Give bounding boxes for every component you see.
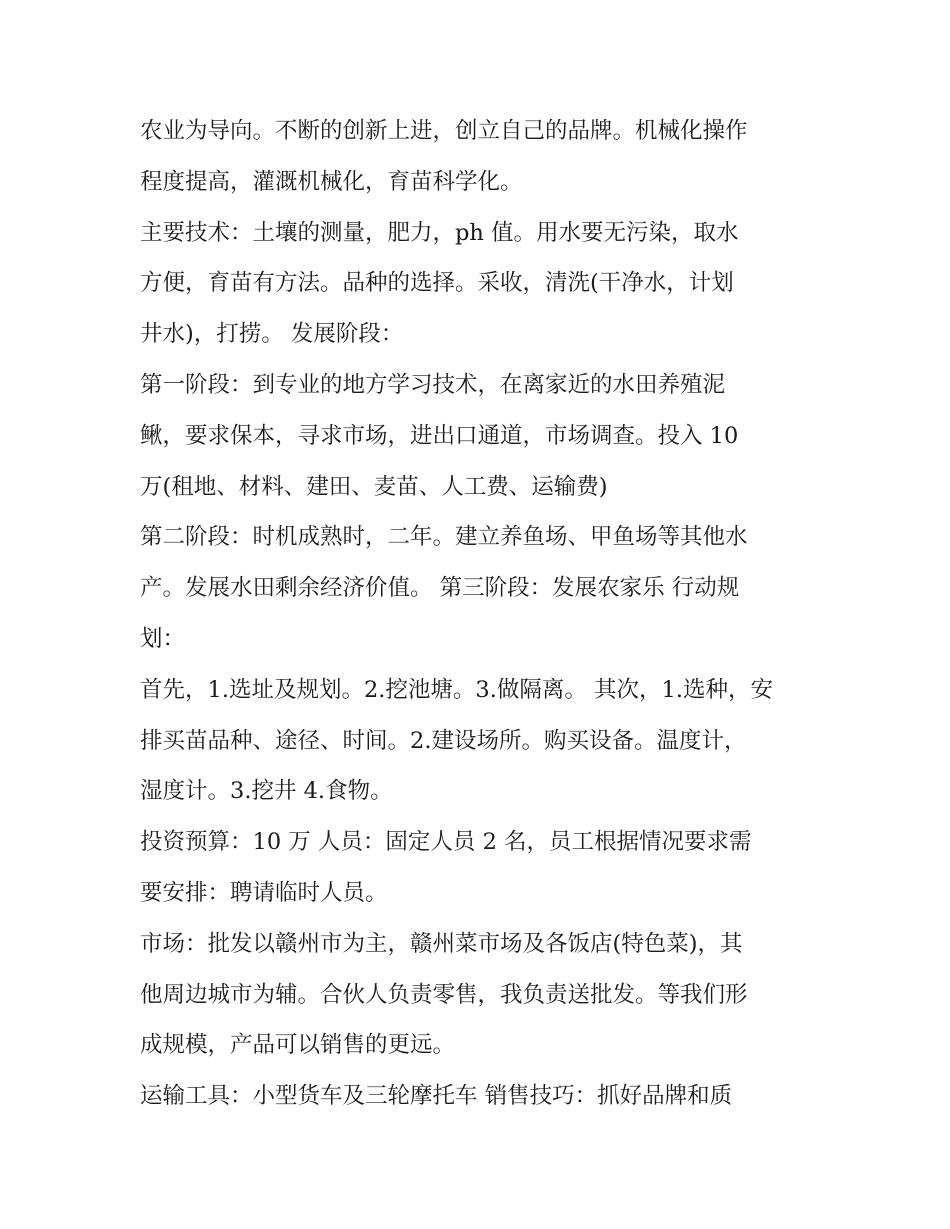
text-line: 井水)，打捞。 发展阶段： <box>140 321 404 348</box>
text-line: 要安排：聘请临时人员。 <box>140 879 388 906</box>
text-line: 排买苗品种、途径、时间。2.建设场所。购买设备。温度计， <box>140 727 747 754</box>
text-line: 运输工具：小型货车及三轮摩托车 销售技巧：抓好品牌和质 <box>140 1083 733 1110</box>
text-line: 鳅，要求保本，寻求市场，进出口通道，市场调查。投入 10 <box>140 422 739 449</box>
paragraph-budget-staff <box>140 817 818 919</box>
text-line: 湿度计。3.挖井 4.食物。 <box>140 778 393 805</box>
paragraph-action-plan <box>140 665 818 817</box>
text-line: 第一阶段：到专业的地方学习技术，在离家近的水田养殖泥 <box>140 371 726 398</box>
text-line: 市场：批发以赣州市为主，赣州菜市场及各饭店(特色菜)，其 <box>140 930 743 957</box>
text-line: 农业为导向。不断的创新上进，创立自己的品牌。机械化操作 <box>140 118 748 144</box>
text-line: 投资预算：10 万 人员：固定人员 2 名，员工根据情况要求需 <box>140 829 752 856</box>
text-line: 第二阶段：时机成熟时，二年。建立养鱼场、甲鱼场等其他水 <box>140 524 748 551</box>
paragraph-orientation <box>140 106 818 208</box>
text-line: 首先，1.选址及规划。2.挖池塘。3.做隔离。 其次，1.选种，安 <box>140 676 774 703</box>
text-line: 主要技术：土壤的测量，肥力，ph 值。用水要无污染，取水 <box>140 219 739 246</box>
text-line: 产。发展水田剩余经济价值。 第三阶段：发展农家乐 行动规 <box>140 575 740 602</box>
paragraph-transport-sales <box>140 1071 818 1122</box>
paragraph-market <box>140 919 818 1071</box>
paragraph-stage-two <box>140 512 818 664</box>
text-line: 成规模，产品可以销售的更远。 <box>140 1032 456 1059</box>
document-body <box>140 106 818 1122</box>
text-line: 万(租地、材料、建田、麦苗、人工费、运输费) <box>140 473 608 500</box>
paragraph-main-technology <box>140 208 818 360</box>
text-line: 划： <box>140 625 186 652</box>
text-line: 程度提高，灌溉机械化，育苗科学化。 <box>140 168 523 195</box>
text-line: 他周边城市为辅。合伙人负责零售，我负责送批发。等我们形 <box>140 981 748 1008</box>
paragraph-stage-one <box>140 360 818 512</box>
text-line: 方便，育苗有方法。品种的选择。采收，清洗(干净水，计划 <box>140 270 734 297</box>
